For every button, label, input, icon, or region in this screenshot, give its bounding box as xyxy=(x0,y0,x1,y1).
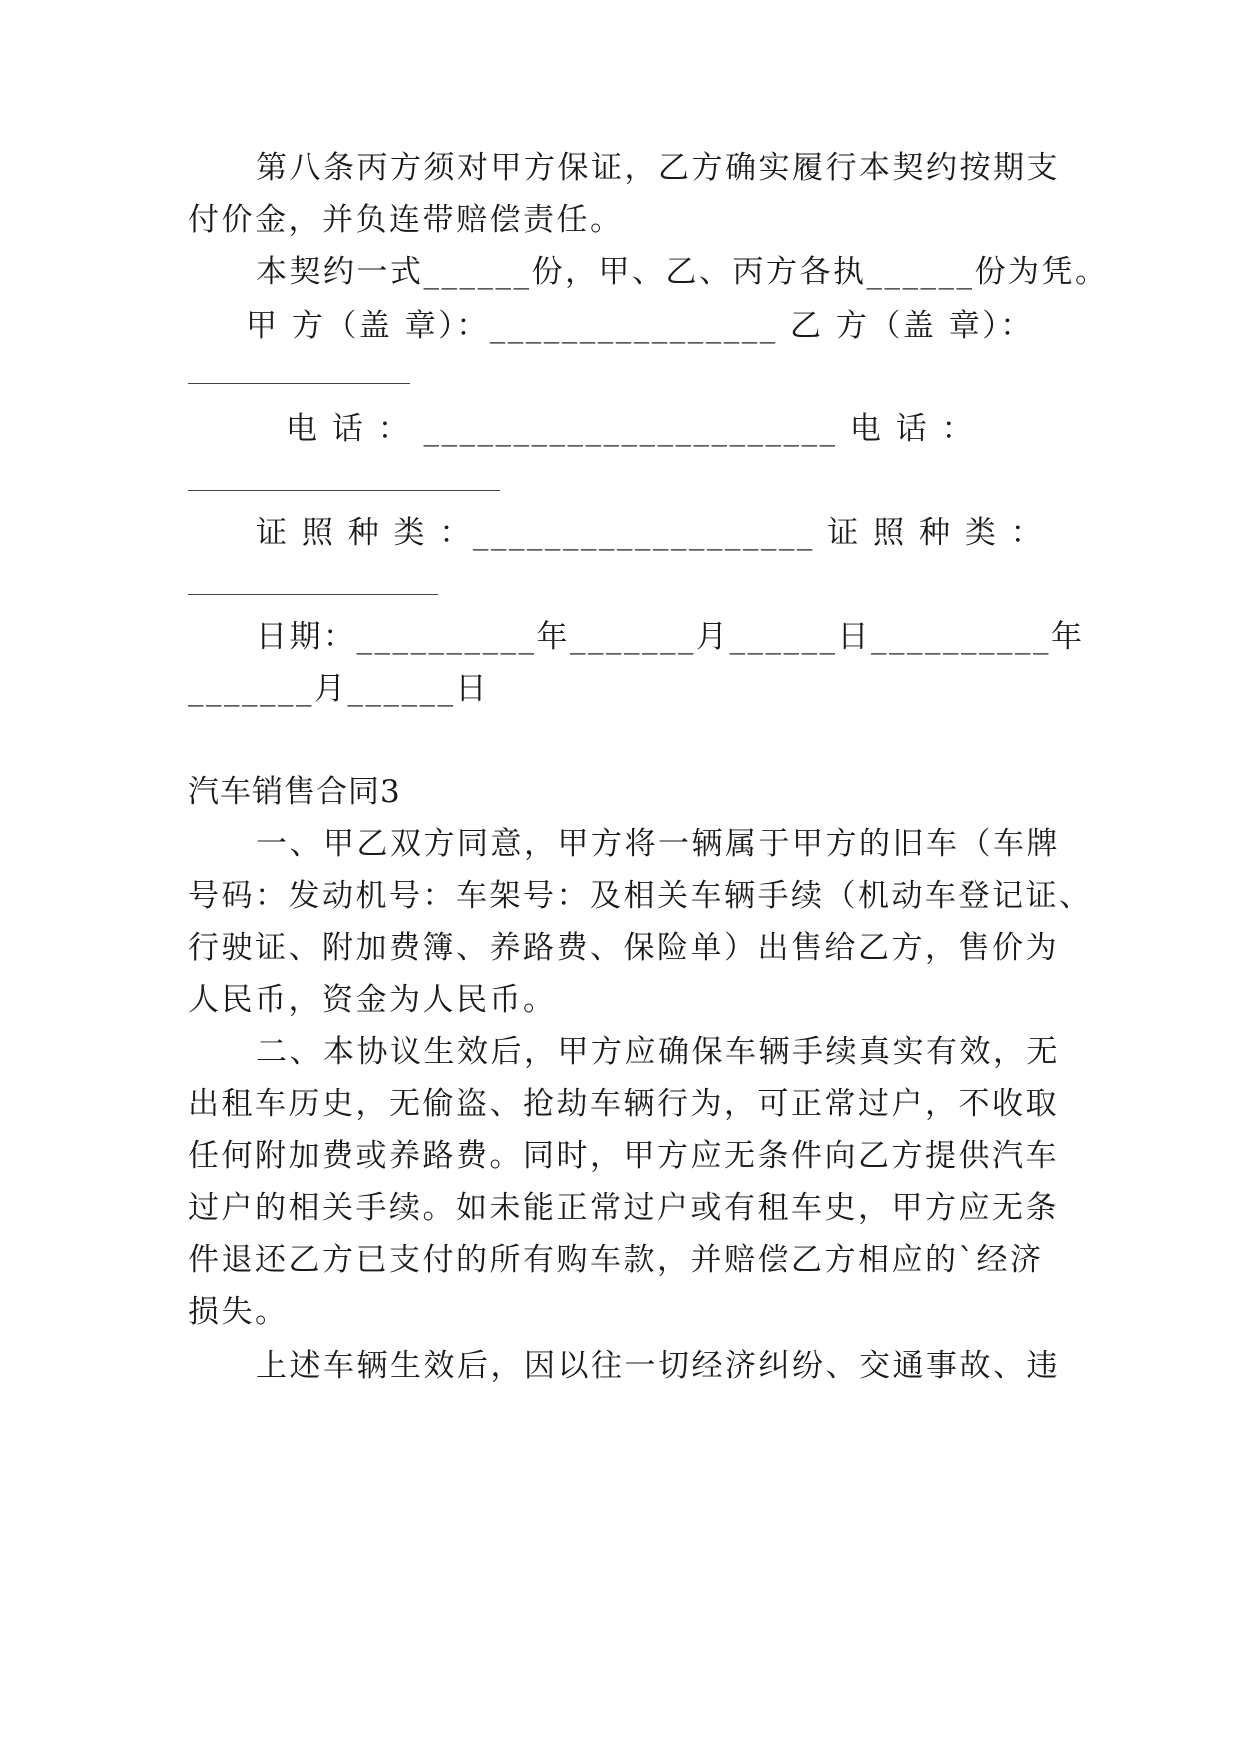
clause-2-line-6: 损失。 xyxy=(188,1294,289,1330)
clause-2-line-5: 件退还乙方已支付的所有购车款，并赔偿乙方相应的`经济 xyxy=(188,1242,1044,1278)
phone-blank-line xyxy=(188,490,500,491)
signature-blank-line-1 xyxy=(188,383,410,384)
clause-1-line-4: 人民币，资金为人民币。 xyxy=(188,982,557,1018)
clause-8-line-1: 第八条丙方须对甲方保证，乙方确实履行本契约按期支 xyxy=(256,150,1060,186)
id-type-line: 证 照 种 类 ：___________________ 证 照 种 类 ： xyxy=(256,515,1045,551)
clause-1-line-2: 号码：发动机号：车架号：及相关车辆手续（机动车登记证、 xyxy=(188,878,1093,914)
copies-line: 本契约一式______份，甲、乙、丙方各执______份为凭。 xyxy=(256,254,1109,290)
clause-2-line-3: 任何附加费或养路费。同时，甲方应无条件向乙方提供汽车 xyxy=(188,1138,1059,1174)
signature-party-a-line: 甲 方（盖 章）：________________ 乙 方（盖 章）： xyxy=(246,308,1034,344)
clause-2-line-1: 二、本协议生效后，甲方应确保车辆手续真实有效，无 xyxy=(256,1034,1060,1070)
section-title: 汽车销售合同3 xyxy=(188,774,401,810)
clause-2-line-4: 过户的相关手续。如未能正常过户或有租车史，甲方应无条 xyxy=(188,1190,1059,1226)
clause-1-line-1: 一、甲乙双方同意，甲方将一辆属于甲方的旧车（车牌 xyxy=(256,826,1060,862)
clause-3-line-1: 上述车辆生效后，因以往一切经济纠纷、交通事故、违 xyxy=(256,1348,1060,1384)
id-type-blank-line xyxy=(188,594,438,595)
date-line-2: _______月______日 xyxy=(188,671,489,707)
clause-2-line-2: 出租车历史，无偷盗、抢劫车辆行为，可正常过户，不收取 xyxy=(188,1086,1059,1122)
date-line-1: 日期：__________年_______月______日__________年 xyxy=(256,619,1085,655)
clause-1-line-3: 行驶证、附加费簿、养路费、保险单）出售给乙方，售价为 xyxy=(188,930,1059,966)
clause-8-line-2: 付价金，并负连带赔偿责任。 xyxy=(188,202,624,238)
phone-line: 电 话 ： _______________________ 电 话 ： xyxy=(286,411,976,447)
